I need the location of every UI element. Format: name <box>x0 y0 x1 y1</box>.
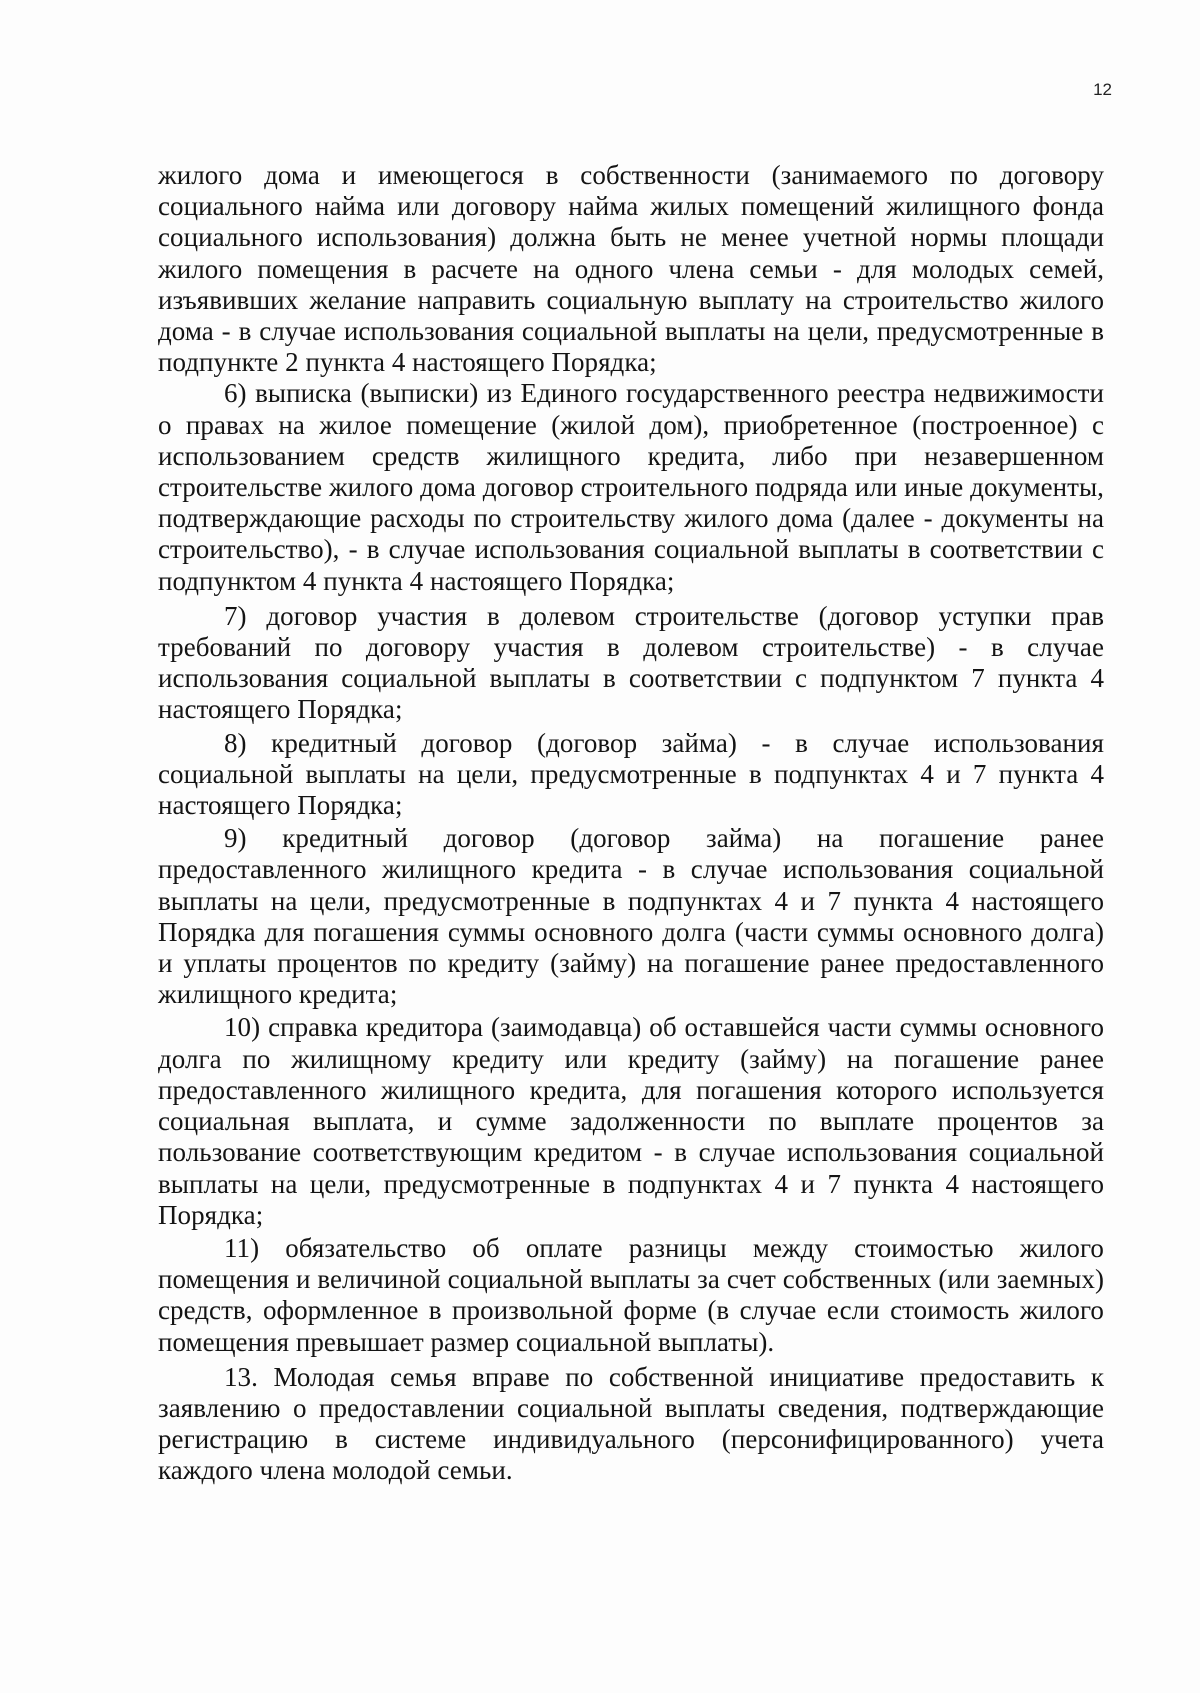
paragraph-item-8: 8) кредитный договор (договор займа) - в случае использования социальной выплаты на цели, предусмотренные в подпунктах 4 и 7 пункта 4 настоящего Порядка; <box>158 727 1104 821</box>
document-body <box>158 160 1104 1487</box>
page-number: 12 <box>1093 80 1112 99</box>
paragraph-item-6: 6) выписка (выписки) из Единого государственного реестра недвижимости о правах на жилое помещение (жилой дом), приобретенное (построенное) с использованием средств жилищного кредита, либо при незавершенном строительстве жилого дома договор строительного подряда или иные документы, подтверждающие расходы по строительству жилого дома (далее - документы на строительство), - в случае использования социальной выплаты в соответствии с подпунктом 4 пункта 4 настоящего Порядка; <box>158 378 1104 596</box>
paragraph-continuation: жилого дома и имеющегося в собственности (занимаемого по договору социального найма или договору найма жилых помещений жилищного фонда социального использования) должна быть не менее учетной нормы площади жилого помещения в расчете на одного члена семьи - для молодых семей, изъявивших желание направить социальную выплату на строительство жилого дома - в случае использования социальной выплаты на цели, предусмотренные в подпункте 2 пункта 4 настоящего Порядка; <box>158 160 1104 378</box>
paragraph-section-13: 13. Молодая семья вправе по собственной инициативе предоставить к заявлению о предоставлении социальной выплаты сведения, подтверждающие регистрацию в системе индивидуального (персонифицированного) учета каждого члена молодой семьи. <box>158 1361 1104 1486</box>
paragraph-item-10: 10) справка кредитора (заимодавца) об оставшейся части суммы основного долга по жилищному кредиту или кредиту (займу) на погашение ранее предоставленного жилищного кредита, для погашения которого используется социальная выплата, и сумме задолженности по выплате процентов за пользование соответствующим кредитом - в случае использования социальной выплаты на цели, предусмотренные в подпунктах 4 и 7 пункта 4 настоящего Порядка; <box>158 1012 1104 1230</box>
paragraph-item-7: 7) договор участия в долевом строительстве (договор уступки прав требований по договору участия в долевом строительстве) - в случае использования социальной выплаты в соответствии с подпунктом 7 пункта 4 настоящего Порядка; <box>158 600 1104 725</box>
paragraph-item-11: 11) обязательство об оплате разницы между стоимостью жилого помещения и величиной социальной выплаты за счет собственных (или заемных) средств, оформленное в произвольной форме (в случае если стоимость жилого помещения превышает размер социальной выплаты). <box>158 1232 1104 1357</box>
paragraph-item-9: 9) кредитный договор (договор займа) на погашение ранее предоставленного жилищного кредита - в случае использования социальной выплаты на цели, предусмотренные в подпунктах 4 и 7 пункта 4 настоящего Порядка для погашения суммы основного долга (части суммы основного долга) и уплаты процентов по кредиту (займу) на погашение ранее предоставленного жилищного кредита; <box>158 823 1104 1010</box>
